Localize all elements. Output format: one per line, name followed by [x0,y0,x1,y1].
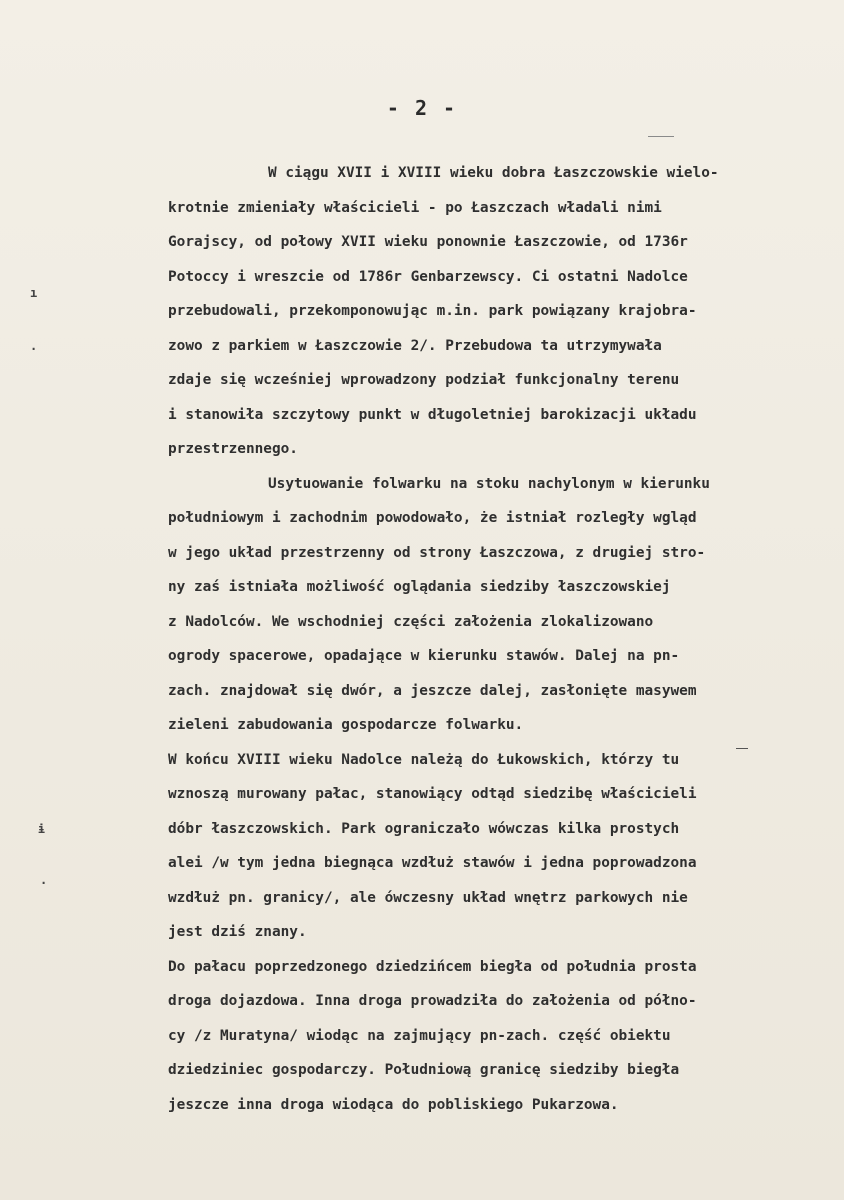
text-line: ny zaś istniała możliwość oglądania siedziby łaszczowskiej [168,579,671,595]
margin-mark: ı [30,286,38,300]
text-line: droga dojazdowa. Inna droga prowadziła do założenia od półno- [168,993,697,1009]
text-line: południowym i zachodnim powodowało, że istniał rozległy wgląd [168,510,697,526]
text-line: Gorajscy, od połowy XVII wieku ponownie Łaszczowie, od 1736r [168,234,688,250]
text-line: w jego układ przestrzenny od strony Łaszczowa, z drugiej stro- [168,544,706,561]
text-line: i stanowiła szczytowy punkt w długoletniej barokizacji układu [168,406,697,423]
text-line: przebudowali, przekomponowując m.in. park powiązany krajobra- [168,303,697,319]
text-line: Do pałacu poprzedzonego dziedzińcem biegła od południa prosta [168,958,697,975]
text-line: ogrody spacerowe, opadające w kierunku stawów. Dalej na pn- [168,648,680,664]
text-line: cy /z Muratyna/ wiodąc na zajmujący pn-zach. część obiektu [168,1027,671,1044]
text-line: krotnie zmieniały właścicieli - po Łaszczach władali nimi [168,199,662,216]
text-line: Usytuowanie folwarku na stoku nachylonym w kierunku [268,475,710,492]
text-line: wzdłuż pn. granicy/, ale ówczesny układ wnętrz parkowych nie [168,889,688,906]
text-line: Potoccy i wreszcie od 1786r Genbarzewscy. Ci ostatni Nadolce [168,268,688,285]
text-line: W ciągu XVII i XVIII wieku dobra Łaszczowskie wielo- [268,165,719,181]
margin-dash [648,136,674,137]
page-number: - 2 - [386,96,458,120]
text-line: dóbr łaszczowskich. Park ograniczało wówczas kilka prostych [168,820,680,837]
text-line: jeszcze inna droga wiodąca do pobliskiego Pukarzowa. [168,1096,619,1113]
margin-mark: · [30,342,38,356]
text-line: z Nadolców. We wschodniej części założenia zlokalizowano [168,613,654,630]
text-line: przestrzennego. [168,441,298,457]
text-line: dziedziniec gospodarczy. Południową granicę siedziby biegła [168,1062,680,1078]
text-line: jest dziś znany. [168,924,307,940]
text-line: alei /w tym jedna biegnąca wzdłuż stawów i jedna poprowadzona [168,855,697,871]
body-text [168,156,828,1122]
text-line: zdaje się wcześniej wprowadzony podział funkcjonalny terenu [168,372,680,388]
text-line: zowo z parkiem w Łaszczowie 2/. Przebudowa ta utrzymywała [168,337,662,354]
text-line: zach. znajdował się dwór, a jeszcze dalej, zasłonięte masywem [168,682,697,699]
text-line: W końcu XVIII wieku Nadolce należą do Łukowskich, którzy tu [168,751,680,768]
margin-mark: ɨ [38,822,46,836]
text-line: wznoszą murowany pałac, stanowiący odtąd siedzibę właścicieli [168,786,697,802]
text-line: zieleni zabudowania gospodarcze folwarku. [168,717,524,733]
margin-mark: · [40,876,48,890]
